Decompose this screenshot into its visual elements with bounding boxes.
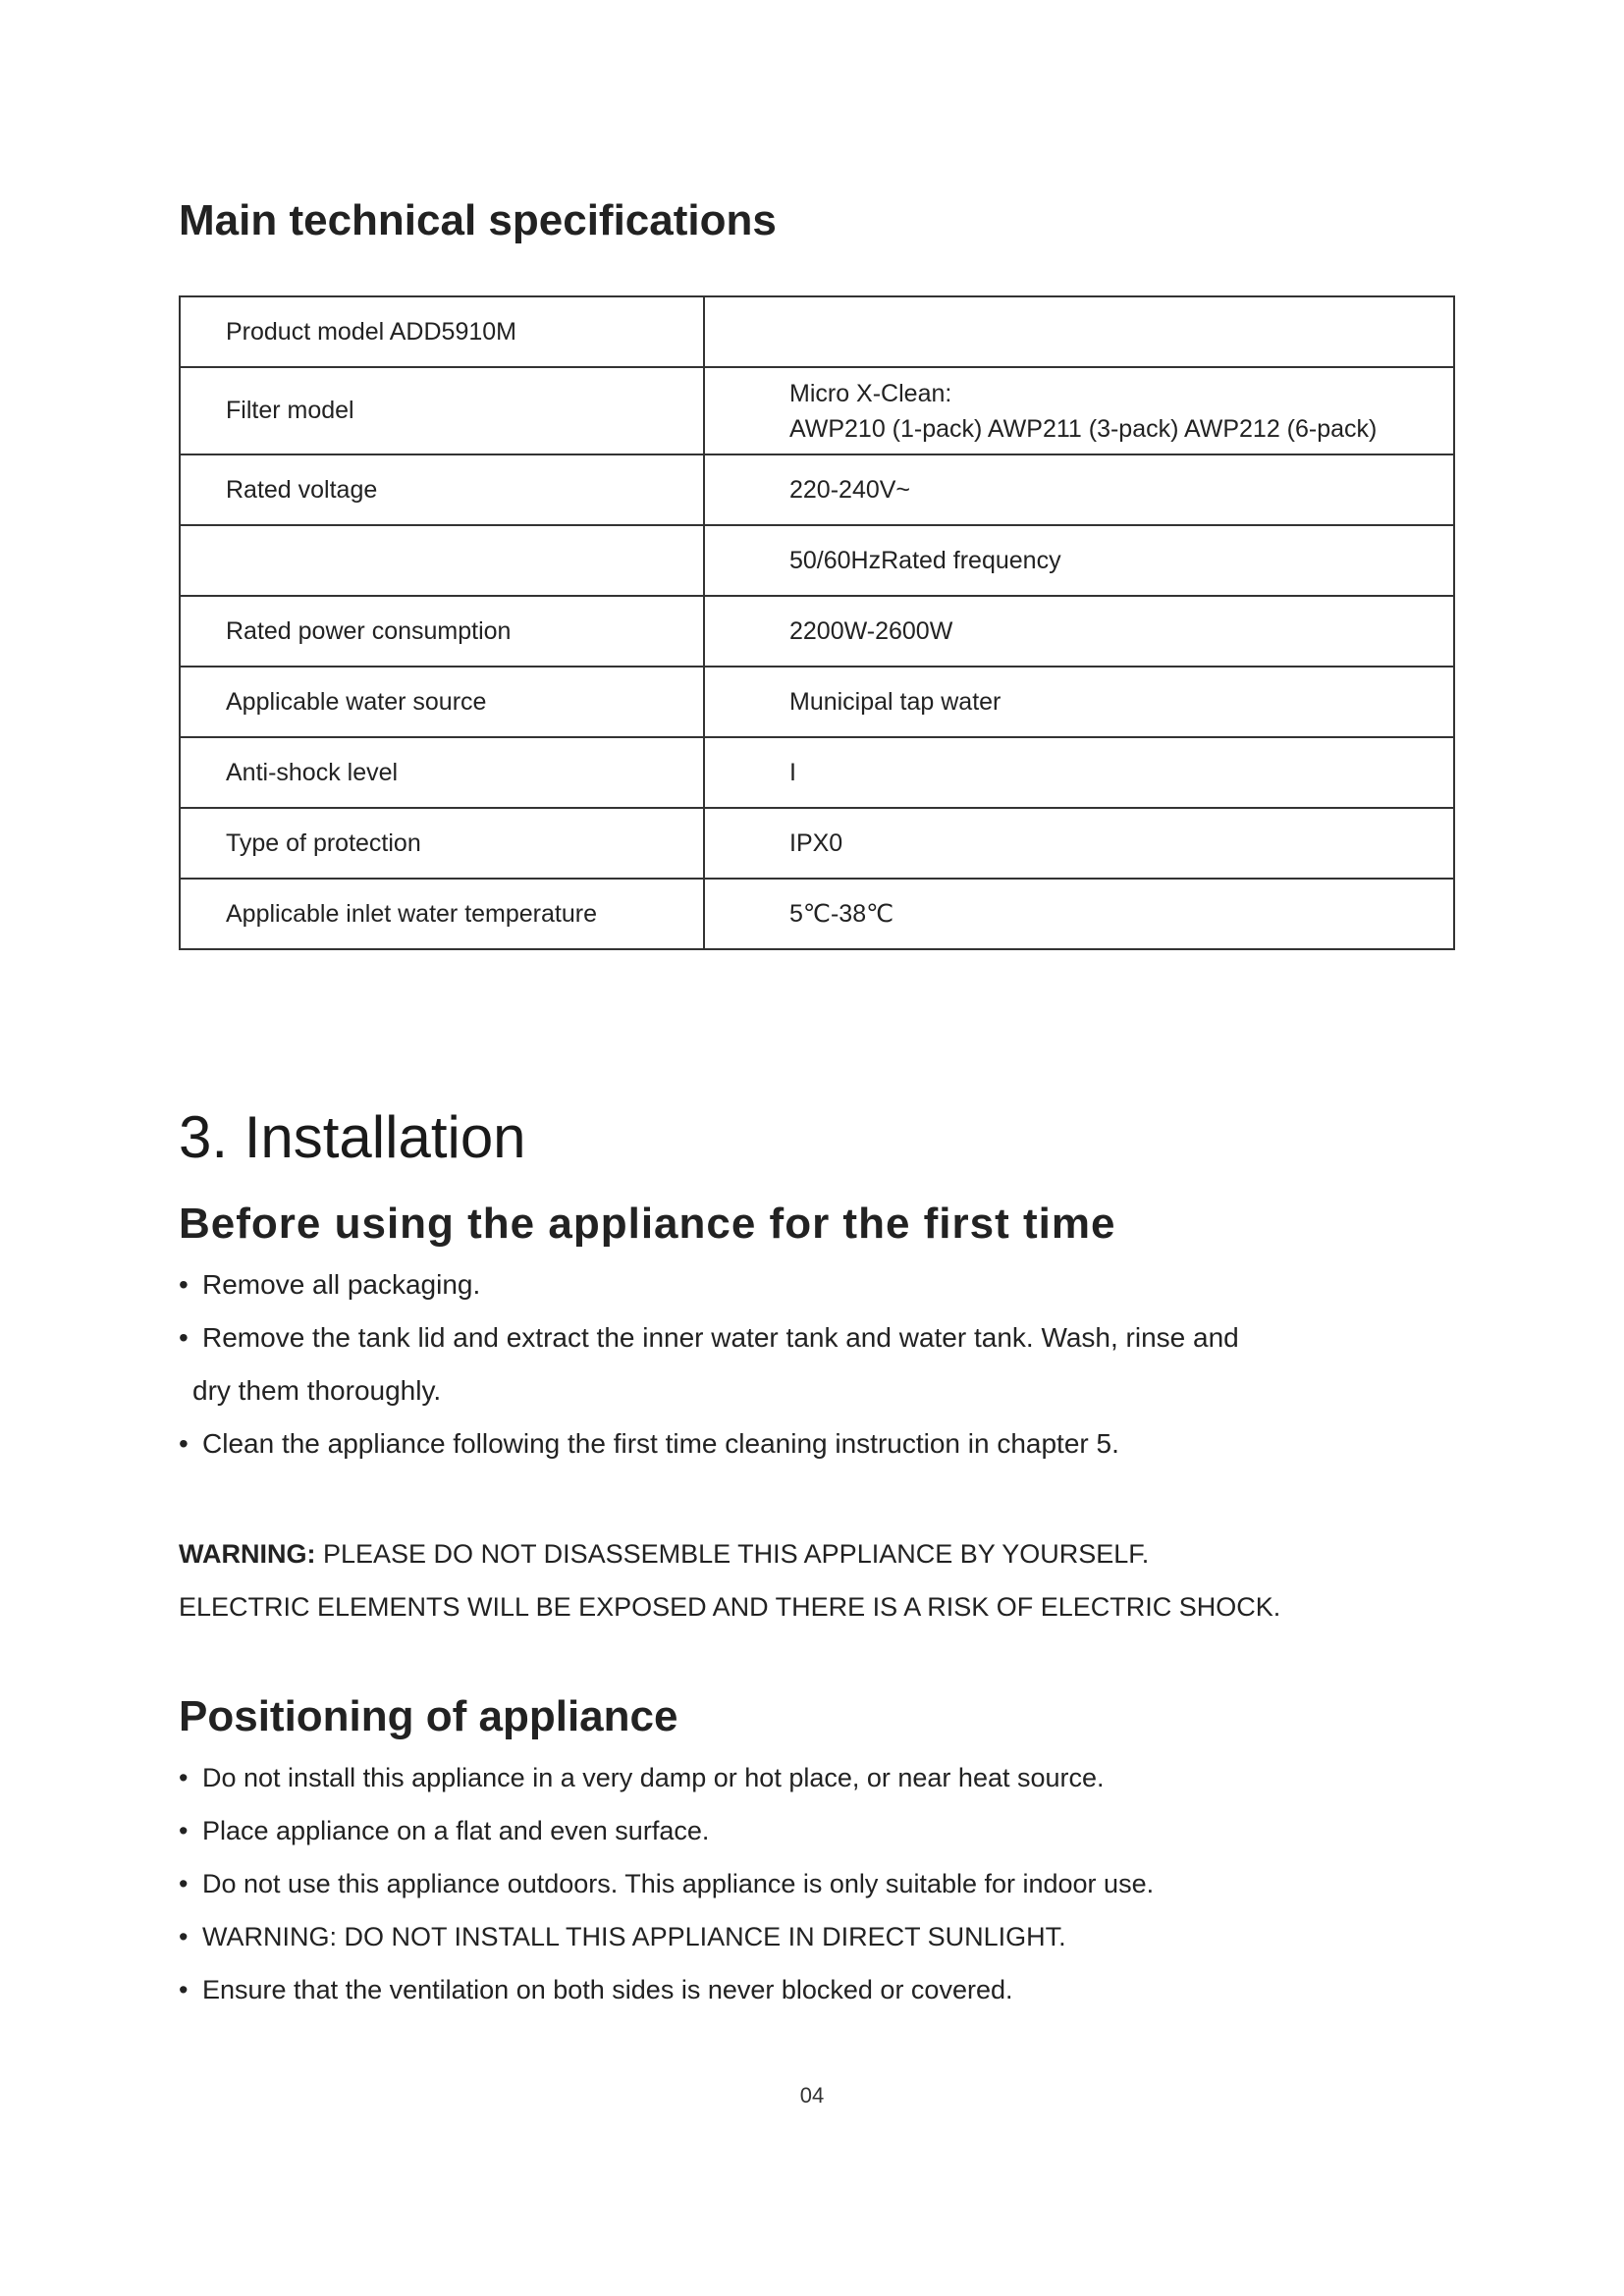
list-item-text: Remove all packaging. bbox=[202, 1269, 481, 1300]
warning-line bbox=[179, 1527, 1455, 1580]
warning-text: PLEASE DO NOT DISASSEMBLE THIS APPLIANCE BY YOURSELF. bbox=[323, 1539, 1150, 1569]
bullet-icon: • bbox=[179, 1816, 189, 1845]
list-item-text: Remove the tank lid and extract the inner water tank and water tank. Wash, rinse and bbox=[202, 1322, 1239, 1353]
bullet-icon: • bbox=[179, 1269, 189, 1300]
list-item-continuation bbox=[179, 1364, 1416, 1417]
positioning-heading: Positioning of appliance bbox=[179, 1692, 678, 1740]
table-row bbox=[180, 367, 1454, 454]
list-item bbox=[179, 1258, 1416, 1311]
list-item bbox=[179, 1751, 1416, 1804]
list-item-text: Do not install this appliance in a very damp or hot place, or near heat source. bbox=[202, 1763, 1105, 1792]
bullet-icon: • bbox=[179, 1322, 189, 1353]
list-item bbox=[179, 1804, 1416, 1857]
spec-label: Filter model bbox=[180, 367, 704, 454]
table-row bbox=[180, 296, 1454, 367]
spec-label: Rated voltage bbox=[180, 454, 704, 525]
bullet-icon: • bbox=[179, 1869, 189, 1898]
section-title: 3. Installation bbox=[179, 1104, 526, 1170]
spec-label: Applicable water source bbox=[180, 667, 704, 737]
page-number: 04 bbox=[799, 2083, 825, 2108]
spec-value-line: AWP210 (1-pack) AWP211 (3-pack) AWP212 (6-pack) bbox=[789, 414, 1378, 443]
spec-value bbox=[704, 296, 1454, 367]
list-item-text: Ensure that the ventilation on both sides is never blocked or covered. bbox=[202, 1975, 1013, 2004]
spec-label: Product model ADD5910M bbox=[180, 296, 704, 367]
bullet-icon: • bbox=[179, 1922, 189, 1951]
spec-value bbox=[704, 367, 1454, 454]
list-item bbox=[179, 1311, 1416, 1364]
table-row bbox=[180, 808, 1454, 879]
list-item bbox=[179, 1963, 1416, 2016]
positioning-list bbox=[179, 1751, 1416, 2016]
list-item-text: Place appliance on a flat and even surface. bbox=[202, 1816, 710, 1845]
spec-label: Anti-shock level bbox=[180, 737, 704, 808]
table-row bbox=[180, 879, 1454, 949]
bullet-icon: • bbox=[179, 1975, 189, 2004]
bullet-icon: • bbox=[179, 1763, 189, 1792]
table-row bbox=[180, 596, 1454, 667]
warning-block bbox=[179, 1527, 1455, 1633]
table-row bbox=[180, 525, 1454, 596]
spec-value: 5℃-38℃ bbox=[704, 879, 1454, 949]
spec-value: I bbox=[704, 737, 1454, 808]
spec-label: Type of protection bbox=[180, 808, 704, 879]
list-item bbox=[179, 1910, 1416, 1963]
warning-line: ELECTRIC ELEMENTS WILL BE EXPOSED AND THERE IS A RISK OF ELECTRIC SHOCK. bbox=[179, 1592, 1281, 1622]
bullet-icon: • bbox=[179, 1428, 189, 1459]
spec-value: 2200W-2600W bbox=[704, 596, 1454, 667]
spec-label bbox=[180, 525, 704, 596]
before-use-list bbox=[179, 1258, 1416, 1470]
list-item bbox=[179, 1857, 1416, 1910]
table-row bbox=[180, 454, 1454, 525]
spec-value: 50/60HzRated frequency bbox=[704, 525, 1454, 596]
spec-label: Rated power consumption bbox=[180, 596, 704, 667]
specs-title: Main technical specifications bbox=[179, 196, 777, 244]
specs-table bbox=[179, 295, 1455, 950]
warning-label: WARNING: bbox=[179, 1539, 316, 1569]
spec-label: Applicable inlet water temperature bbox=[180, 879, 704, 949]
spec-value: 220-240V~ bbox=[704, 454, 1454, 525]
list-item bbox=[179, 1417, 1416, 1470]
table-row bbox=[180, 667, 1454, 737]
spec-value: IPX0 bbox=[704, 808, 1454, 879]
list-item-text: Do not use this appliance outdoors. This appliance is only suitable for indoor use. bbox=[202, 1869, 1155, 1898]
table-row bbox=[180, 737, 1454, 808]
list-item-text: Clean the appliance following the first time cleaning instruction in chapter 5. bbox=[202, 1428, 1119, 1459]
before-use-heading: Before using the appliance for the first time bbox=[179, 1200, 1116, 1248]
list-item-text: dry them thoroughly. bbox=[192, 1375, 442, 1406]
spec-value: Municipal tap water bbox=[704, 667, 1454, 737]
list-item-text: WARNING: DO NOT INSTALL THIS APPLIANCE IN DIRECT SUNLIGHT. bbox=[202, 1922, 1066, 1951]
spec-value-line: Micro X-Clean: bbox=[789, 379, 952, 407]
